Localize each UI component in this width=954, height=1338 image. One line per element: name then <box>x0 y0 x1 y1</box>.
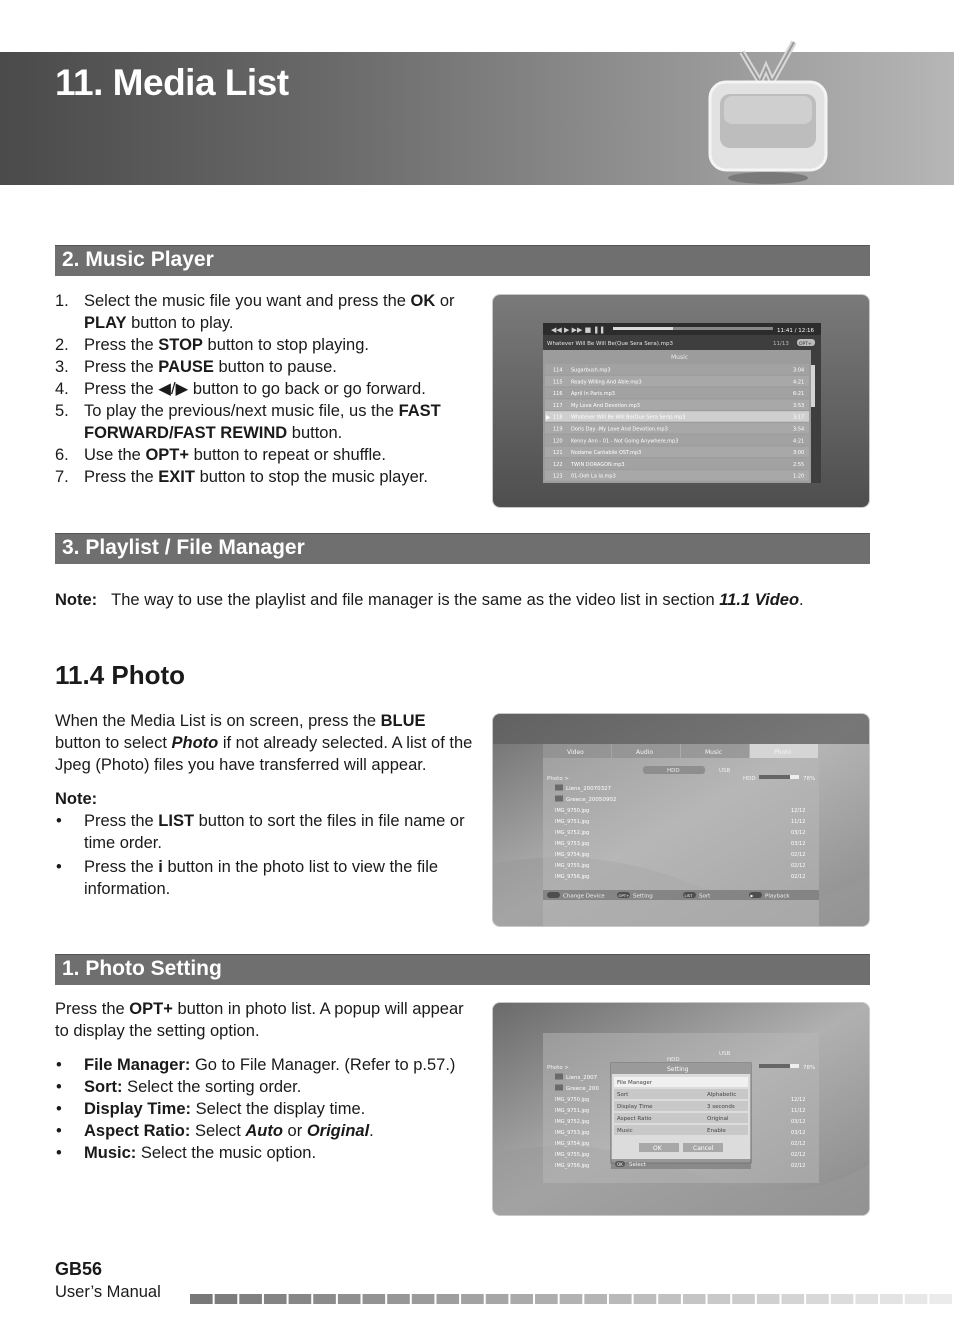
photo-setting-heading: 1. Photo Setting <box>62 957 222 980</box>
transport-controls: ◀◀ ▶ ▶▶ ■ ❚❚ <box>551 326 606 334</box>
file-date: 11/12 <box>791 1108 806 1114</box>
select-hint: Select <box>629 1162 646 1168</box>
footer-bar-segment <box>264 1294 287 1304</box>
setting-name: Sort <box>617 1092 629 1098</box>
page-title: 11. Media List <box>55 62 289 103</box>
photo-setting-options <box>55 1054 475 1164</box>
step-item: 7. Press the EXIT button to stop the music player. <box>55 468 428 486</box>
folder-icon <box>555 785 563 791</box>
footer-bar-segment <box>363 1294 386 1304</box>
photo-list-screenshot <box>492 713 870 927</box>
help-key-icon <box>547 892 560 898</box>
list-item: • Sort: Select the sorting order. <box>56 1078 302 1096</box>
file-name: IMG_9753.jpg <box>555 841 590 847</box>
photo-path: Photo > <box>547 1065 570 1071</box>
track-number: 120 <box>553 438 563 445</box>
list-item: • Press the LIST button to sort the files in file name or time order. <box>56 812 465 852</box>
track-number: 123 <box>553 473 563 480</box>
music-track-row[interactable] <box>545 364 809 375</box>
file-date: 02/12 <box>791 852 806 858</box>
footer-bar-segment <box>609 1294 632 1304</box>
footer-bar-segment <box>880 1294 903 1304</box>
folder-name: Greece_200 <box>566 1086 599 1092</box>
track-name: Nodame Cantabile OST.mp3 <box>571 450 642 457</box>
device-hdd: HDD <box>667 768 680 774</box>
track-counter: 11/13 <box>773 341 789 347</box>
music-track-row[interactable] <box>545 458 809 469</box>
file-date: 12/12 <box>791 1097 806 1103</box>
file-name: IMG_9752.jpg <box>555 830 590 836</box>
footer-bar-segment <box>510 1294 533 1304</box>
track-number: 115 <box>553 379 563 386</box>
popup-title: Setting <box>667 1066 689 1073</box>
track-number: 118 <box>553 414 563 421</box>
track-name: TWIN DORAGON.mp3 <box>571 461 625 468</box>
page-code: GB56 <box>55 1259 103 1279</box>
file-name: IMG_9752.jpg <box>555 1119 590 1125</box>
setting-row[interactable] <box>614 1089 748 1099</box>
footer-bar-segment <box>732 1294 755 1304</box>
step-item: 2. Press the STOP button to stop playing. <box>55 336 369 354</box>
step-item: 1. Select the music file you want and press the OK or PLAY button to play. <box>55 292 455 332</box>
folder-icon <box>555 796 563 802</box>
track-duration: 3:04 <box>793 367 805 374</box>
file-name: IMG_9755.jpg <box>555 863 590 869</box>
footer-decorative-bar <box>190 1294 954 1304</box>
music-track-row[interactable] <box>545 411 809 422</box>
manual-subtitle: User’s Manual <box>55 1283 161 1301</box>
device-hdd: HDD <box>667 1057 680 1063</box>
step-item: 5. To play the previous/next music file, us the FAST FORWARD/FAST REWIND button. <box>55 402 441 442</box>
footer-bar-segment <box>338 1294 361 1304</box>
setting-name: Music <box>617 1128 633 1134</box>
setting-row[interactable] <box>614 1101 748 1111</box>
help-label: Change Device <box>563 893 605 900</box>
photo-note-label: Note: <box>55 790 98 808</box>
folder-name: Greece_20050902 <box>566 797 617 803</box>
setting-row[interactable] <box>614 1125 748 1135</box>
list-item: • Music: Select the music option. <box>56 1144 317 1162</box>
hdd-label: HDD <box>743 776 756 782</box>
list-item: • Display Time: Select the display time. <box>56 1100 366 1118</box>
select-key: OK <box>617 1162 623 1167</box>
track-number: 121 <box>553 450 563 457</box>
track-name: Whatever Will Be Will Be(Que Sera Sera).mp3 <box>571 414 686 421</box>
footer-bar-segment <box>535 1294 558 1304</box>
file-name: IMG_9755.jpg <box>555 1152 590 1158</box>
setting-row[interactable] <box>614 1113 748 1123</box>
footer-bar-segment <box>387 1294 410 1304</box>
photo-setting-intro: Press the OPT+ button in photo list. A popup will appear to display the setting option. <box>55 1000 464 1040</box>
setting-value: Alphabetic <box>707 1092 737 1098</box>
file-date: 02/12 <box>791 863 806 869</box>
file-date: 02/12 <box>791 1163 806 1169</box>
playlist-heading-bar <box>55 533 870 564</box>
file-name: IMG_9754.jpg <box>555 852 590 858</box>
help-key: LIST <box>684 893 693 898</box>
track-duration: 1:20 <box>793 473 805 480</box>
file-name: IMG_9751.jpg <box>555 1108 590 1114</box>
media-tab-label: Video <box>567 749 584 756</box>
track-number: 117 <box>553 402 563 409</box>
track-number: 122 <box>553 461 563 468</box>
track-duration: 3:00 <box>793 450 805 457</box>
track-name: Doris Day -My Love And Devotion.mp3 <box>571 426 668 433</box>
ok-button-label: OK <box>653 1145 662 1152</box>
folder-name: Liens_2007 <box>566 1075 598 1081</box>
setting-row[interactable] <box>614 1077 748 1087</box>
file-date: 02/12 <box>791 874 806 880</box>
track-number: 116 <box>553 391 563 398</box>
step-item: 3. Press the PAUSE button to pause. <box>55 358 337 376</box>
track-duration: 6:21 <box>793 391 805 398</box>
file-name: IMG_9756.jpg <box>555 1163 590 1169</box>
folder-icon <box>555 1085 563 1091</box>
media-tab-label: Photo <box>774 749 792 756</box>
photo-setting-screenshot <box>492 1002 870 1216</box>
photo-note-list <box>55 810 475 900</box>
footer-bar-segment <box>757 1294 780 1304</box>
file-name: IMG_9750.jpg <box>555 808 590 814</box>
footer-bar-segment <box>584 1294 607 1304</box>
photo-intro: When the Media List is on screen, press the BLUE button to select Photo if not already selected. A list of the Jpeg (Photo) files you have transferred will appear. <box>55 712 473 774</box>
music-player-heading: 2. Music Player <box>62 248 214 271</box>
help-label: Setting <box>633 893 653 900</box>
track-name: Ready Willing And Able.mp3 <box>571 379 642 386</box>
footer-bar-segment <box>461 1294 484 1304</box>
footer-bar-segment <box>658 1294 681 1304</box>
footer-bar-segment <box>781 1294 804 1304</box>
file-date: 03/12 <box>791 1130 806 1136</box>
setting-value: 3 seconds <box>707 1104 735 1110</box>
footer-bar-segment <box>831 1294 854 1304</box>
music-track-row[interactable] <box>545 388 809 399</box>
help-label: Sort <box>699 893 711 900</box>
playing-indicator-icon: ▶ <box>546 414 551 422</box>
music-track-row[interactable] <box>545 447 809 458</box>
footer-bar-segment <box>239 1294 262 1304</box>
device-usb: USB <box>719 1051 731 1057</box>
music-track-row[interactable] <box>545 376 809 387</box>
file-date: 12/12 <box>791 808 806 814</box>
help-key: ▶ <box>750 893 754 898</box>
footer-bar-segment <box>806 1294 829 1304</box>
help-label: Playback <box>765 893 790 900</box>
footer-bar-segment <box>683 1294 706 1304</box>
track-number: 114 <box>553 367 563 374</box>
footer-bar-segment <box>929 1294 952 1304</box>
media-tab[interactable] <box>543 744 611 758</box>
setting-name: File Manager <box>617 1080 653 1086</box>
footer-bar-segment <box>313 1294 336 1304</box>
file-date: 11/12 <box>791 819 806 825</box>
music-time: 11:41 / 12:16 <box>777 328 815 334</box>
setting-popup-rows <box>614 1077 748 1135</box>
file-date: 03/12 <box>791 830 806 836</box>
footer-bar-segment <box>412 1294 435 1304</box>
music-player-steps <box>55 290 475 488</box>
setting-value: Original <box>707 1116 729 1122</box>
track-name: 01-Ooh La la.mp3 <box>571 473 616 480</box>
photo-path: Photo > <box>547 776 570 782</box>
photo-heading: 11.4 Photo <box>55 660 186 690</box>
file-date: 03/12 <box>791 841 806 847</box>
media-tab-label: Music <box>705 749 723 756</box>
media-tab[interactable] <box>681 744 749 758</box>
usage-percent: 78% <box>803 1065 816 1071</box>
cancel-button-label: Cancel <box>693 1145 714 1152</box>
file-name: IMG_9753.jpg <box>555 1130 590 1136</box>
file-name: IMG_9751.jpg <box>555 819 590 825</box>
track-duration: 4:21 <box>793 379 805 386</box>
setting-value: Enable <box>707 1128 726 1134</box>
track-duration: 3:17 <box>793 414 805 421</box>
footer-bar-segment <box>708 1294 731 1304</box>
opt-badge: OPT+ <box>799 342 812 347</box>
music-track-row[interactable] <box>545 399 809 410</box>
music-player-screenshot <box>492 294 870 508</box>
list-item: • Aspect Ratio: Select Auto or Original. <box>56 1122 374 1140</box>
media-tab-label: Audio <box>636 749 654 756</box>
music-track-row[interactable] <box>545 435 809 446</box>
footer-bar-segment <box>215 1294 238 1304</box>
footer-bar-segment <box>634 1294 657 1304</box>
track-duration: 2:55 <box>793 461 805 468</box>
track-name: Kenny Ann - 01 - Not Going Anywhere.mp3 <box>571 438 679 445</box>
photo-setting-heading-bar <box>55 954 870 985</box>
footer-bar-segment <box>855 1294 878 1304</box>
media-tab[interactable] <box>750 744 818 758</box>
device-usb: USB <box>719 768 731 774</box>
footer-bar-segment <box>436 1294 459 1304</box>
step-item: 4. Press the ◀/▶ button to go back or go forward. <box>55 380 426 398</box>
track-name: Sugarbush.mp3 <box>571 367 611 374</box>
playlist-note: Note: The way to use the playlist and file manager is the same as the video list in section 11.1 Video. <box>55 591 804 609</box>
file-name: IMG_9750.jpg <box>555 1097 590 1103</box>
track-number: 119 <box>553 426 563 433</box>
file-name: IMG_9756.jpg <box>555 874 590 880</box>
setting-name: Display Time <box>617 1104 653 1110</box>
footer-bar-segment <box>289 1294 312 1304</box>
footer-bar-segment <box>486 1294 509 1304</box>
playlist-heading: 3. Playlist / File Manager <box>62 536 305 559</box>
step-item: 6. Use the OPT+ button to repeat or shuffle. <box>55 446 386 464</box>
footer-bar-segment <box>560 1294 583 1304</box>
track-duration: 4:21 <box>793 438 805 445</box>
file-date: 03/12 <box>791 1119 806 1125</box>
music-player-heading-bar <box>55 245 870 276</box>
list-item: • File Manager: Go to File Manager. (Refer to p.57.) <box>56 1056 456 1074</box>
tv-icon <box>702 38 832 188</box>
track-name: My Love And Devotion.mp3 <box>571 402 640 409</box>
music-track-row[interactable] <box>545 423 809 434</box>
list-item: • Press the i button in the photo list to view the file information. <box>56 858 439 898</box>
note-label: Note: <box>55 591 98 609</box>
folder-name: Liens_20070327 <box>566 786 612 792</box>
file-date: 02/12 <box>791 1141 806 1147</box>
usage-percent: 78% <box>803 776 816 782</box>
setting-name: Aspect Ratio <box>617 1116 652 1122</box>
note-reference: 11.1 Video <box>719 591 800 609</box>
file-name: IMG_9754.jpg <box>555 1141 590 1147</box>
file-date: 02/12 <box>791 1152 806 1158</box>
help-key: OPT+ <box>618 893 630 898</box>
track-name: April In Paris.mp3 <box>571 391 615 398</box>
music-list-title: Music <box>671 354 689 361</box>
now-playing: Whatever Will Be Will Be(Que Sera Sera).mp3 <box>547 341 673 347</box>
music-track-row[interactable] <box>545 470 809 481</box>
media-tab[interactable] <box>612 744 680 758</box>
track-duration: 3:54 <box>793 426 805 433</box>
folder-icon <box>555 1074 563 1080</box>
footer-bar-segment <box>905 1294 928 1304</box>
footer-bar-segment <box>190 1294 213 1304</box>
track-duration: 3:53 <box>793 402 805 409</box>
